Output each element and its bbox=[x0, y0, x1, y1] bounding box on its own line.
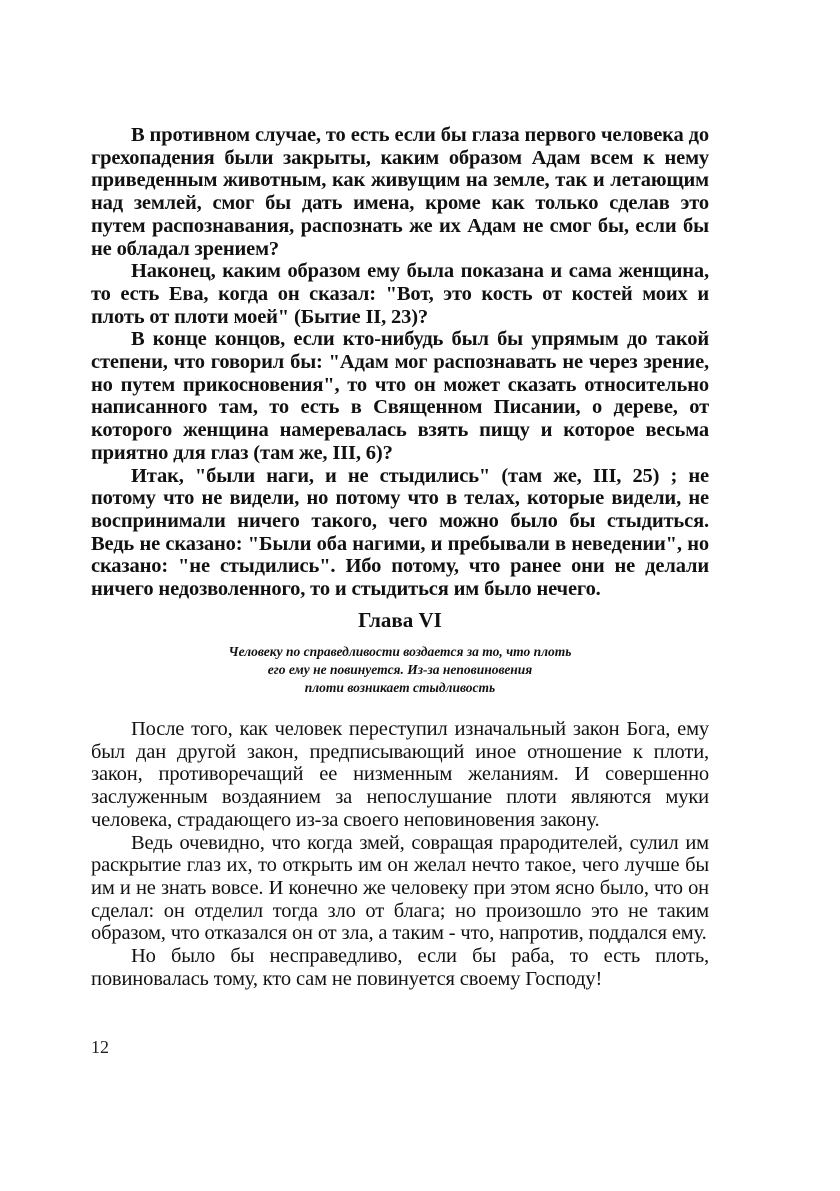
paragraph: Но было бы несправедливо, если бы раба, то есть плоть, повиновалась тому, кто сам не повинуется своему Господу! bbox=[91, 945, 709, 990]
epigraph-line: плоти возникает стыдливость bbox=[304, 680, 496, 695]
chapter-continuation-text bbox=[91, 124, 709, 601]
paragraph: Наконец, каким образом ему была показана и сама женщина, то есть Ева, когда он сказал: "Вот, это кость от костей моих и плоть от плоти моей" (Бытие II, 23)? bbox=[91, 260, 709, 328]
paragraph: Ведь очевидно, что когда змей, совращая прародителей, сулил им раскрытие глаз их, то открыть им он желал нечто такое, чего лучше бы им и не знать вовсе. И конечно же человеку при этом ясно было, что он сделал: он отделил тогда зло от блага; но произошло это не таким образом, что отказался он от зла, а таким - что, напротив, поддался ему. bbox=[91, 831, 709, 945]
paragraph: В конце концов, если кто-нибудь был бы упрямым до такой степени, что говорил бы: "Адам мог распознавать не через зрение, но путем прикосновения", то что он может сказать относительно написанного там, то есть в Священном Писании, о дереве, от которого женщина намеревалась взять пищу и которое весьма приятно для глаз (там же, III, 6)? bbox=[91, 328, 709, 464]
chapter-title: Глава VI bbox=[358, 608, 442, 632]
chapter-body-text bbox=[91, 718, 709, 990]
paragraph: После того, как человек переступил изначальный закон Бога, ему был дан другой закон, предписывающий иное отношение к плоти, закон, противоречащий ее низменным желаниям. И совершенно заслуженным воздаянием за непослушание плоти являются муки человека, страдающего из-за своего неповиновения закону. bbox=[91, 718, 709, 831]
paragraph: Итак, "были наги, и не стыдились" (там же, III, 25) ; не потому что не видели, но потому что в телах, которые видели, не воспринимали ничего такого, чего можно было бы стыдиться. Ведь не сказано: "Были оба нагими, и пребывали в неведении", но сказано: "не стыдились". Ибо потому, что ранее они не делали ничего недозволенного, то и стыдиться им было нечего. bbox=[91, 464, 709, 601]
paragraph: В противном случае, то есть если бы глаза первого человека до грехопадения были закрыты, каким образом Адам всем к нему приведенным животным, как живущим на земле, так и летающим над землей, смог бы дать имена, кроме как только сделав это путем распознавания, распознать же их Адам не смог бы, если бы не обладал зрением? bbox=[91, 124, 709, 260]
page-number: 12 bbox=[91, 1037, 109, 1057]
chapter-epigraph bbox=[160, 643, 640, 697]
epigraph-line: его ему не повинуется. Из-за неповиновения bbox=[267, 662, 533, 677]
epigraph-line: Человеку по справедливости воздается за то, что плоть bbox=[228, 644, 572, 659]
